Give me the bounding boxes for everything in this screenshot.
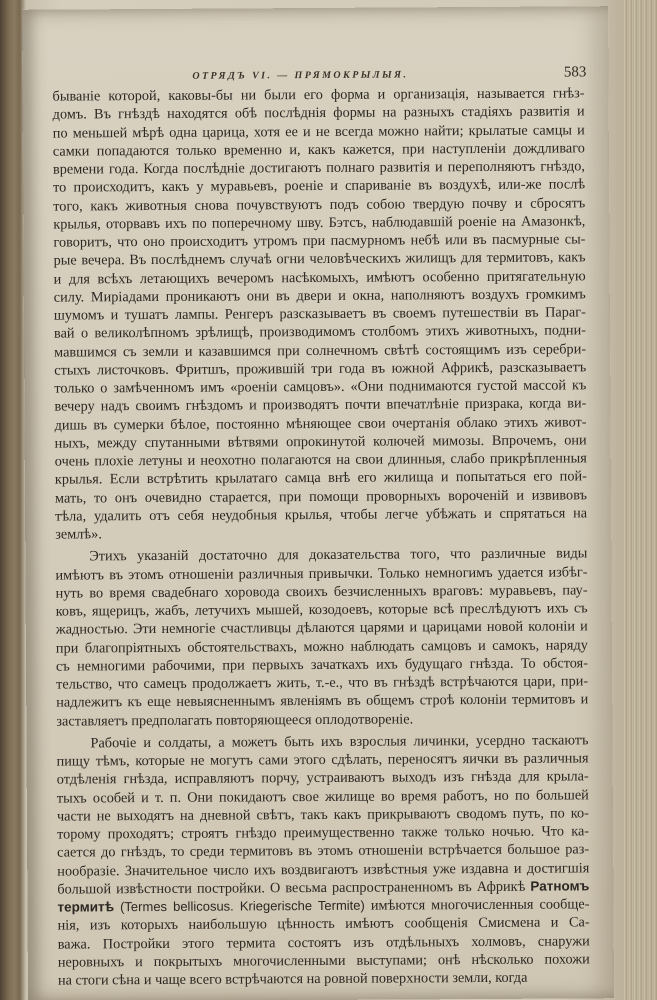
text-line: крылья, оторвавъ ихъ по поперечному шву. Бэтсъ, наблюдавшій роеніе на Амазонкѣ, — [53, 213, 586, 233]
text-line: части не выходятъ на дневной свѣтъ, такъ какъ прикрываютъ сводомъ путь, по ко- — [56, 805, 589, 825]
text-line: то происходитъ, какъ у муравьевъ, роеніе и спариваніе въ воздухѣ, или-же послѣ — [53, 176, 586, 196]
text-line: жадностью. Эти немногіе счастливцы дѣлаются царями и царицами новой колоніи и — [55, 618, 588, 638]
text-line: ковъ, ящерицъ, жабъ, летучихъ мышей, козодоевъ, которые всѣ преслѣдуютъ ихъ съ — [55, 600, 588, 620]
text-line: крылья. Если встрѣтить крылатаго самца внѣ его жилища и попытаться его пой- — [54, 468, 587, 488]
text-line: только о замѣченномъ имъ «роеніи самцовъ». «Они поднимаются густой массой къ — [54, 377, 587, 397]
text-line: термитѣ (Termes bellicosus. Kriegerische Termite) имѣются многочисленныя сообще- — [57, 896, 590, 915]
text-line: землѣ». — [55, 526, 102, 543]
text-line: того, какъ животныя снова почувствуютъ подъ собою твердую почву и сбросятъ — [53, 194, 586, 215]
text-line: говоритъ, что оно происходитъ утромъ при пасмурномъ небѣ или въ пасмурные сы- — [53, 231, 586, 251]
text-line: бываніе которой, каковы-бы ни были его форма и организація, называется гнѣз- — [52, 85, 585, 105]
text-line: мавшимся съ земли и казавшимся при солнечномъ свѣтѣ состоящимъ изъ серебри- — [54, 340, 587, 361]
text-line: вечеру надъ своимъ гнѣздомъ и производятъ почти впечатлѣніе призрака, когда ви- — [54, 395, 587, 415]
text-line: съ немногими рабочими, при первыхъ зачаткахъ ихъ будущаго гнѣзда. То обстоя- — [55, 655, 589, 675]
paragraph — [56, 731, 590, 990]
text-line: домъ. Въ гнѣздѣ находятся обѣ послѣднія формы на разныхъ стадіяхъ развитія и — [52, 103, 585, 123]
text-line: тѣла, удалить отъ себя неудобныя крылья, чтобы легче убѣжать и спрятаться на — [55, 505, 588, 525]
paragraph — [52, 84, 587, 543]
text-line: неровныхъ и покрытыхъ многочисленными выступами; онѣ нѣсколько похожи — [57, 951, 590, 971]
latin-species-name: (Termes bellicosus. Kriegerische Termite) — [120, 897, 365, 915]
text-line: ныхъ, между спутанными вѣтвями опрокинутой колючей мимозы. Впрочемъ, они — [54, 432, 587, 452]
book-page — [22, 6, 614, 1000]
text-line: мать, то онъ очевидно старается, при помощи проворныхъ вороченій и извивовъ — [54, 486, 588, 507]
running-head: ОТРЯДЪ VI. — ПРЯМОКРЫЛЫЯ. — [192, 69, 409, 82]
text-line: надлежитъ къ еще невыясненнымъ явленіямъ въ общемъ строѣ колоніи термитовъ и — [56, 691, 589, 711]
text-line: заставляетъ предполагать повторяющееся оплодотвореніе. — [56, 710, 414, 730]
text-line: нообразіе. Значительное число ихъ воздвигаютъ извѣстныя уже издавна и достигшія — [57, 859, 590, 880]
text-line: времени года. Когда послѣдніе достигаютъ полнаго развитія и переполняютъ гнѣздо, — [52, 158, 586, 178]
text-line: и для всѣхъ летающихъ вечеромъ насѣкомыхъ, имѣютъ особенно притягательную — [53, 267, 586, 288]
text-line: отдѣленія гнѣзда, исправляютъ порчу, устраиваютъ выходъ изъ гнѣзда для крыла- — [56, 768, 589, 788]
text-line: нія, изъ которыхъ наибольшую цѣнность имѣютъ сообщенія Смисмена и Са- — [57, 914, 590, 934]
text-line: Этихъ указаній достаточно для доказательства того, что различные виды — [89, 545, 588, 565]
text-line: по меньшей мѣрѣ одна царица, хотя ее и не всегда можно найти; крылатые самцы и — [52, 121, 585, 142]
text-line: нуть во время свадебнаго хоровода своихъ безчисленныхъ враговъ: муравьевъ, пау- — [55, 582, 588, 602]
text-line: торому проходятъ; строятъ гнѣздо преимущественно также только ночью. Что ка- — [56, 823, 590, 843]
paragraph — [55, 545, 588, 731]
text-line: рые вечера. Въ послѣднемъ случаѣ огни человѣческихъ жилищъ для термитовъ, какъ — [53, 249, 586, 269]
text-line: при благопріятныхъ обстоятельствахъ, можно наблюдать самцовъ и самокъ, наряду — [55, 636, 588, 657]
body-text — [52, 84, 590, 989]
text-line: очень плохіе летуны и неохотно полагаются на свои длинныя, слабо прикрѣпленныя — [54, 450, 587, 470]
text-line: сается до гнѣздъ, то среди термитовъ въ этомъ отношеніи встрѣчается большое раз- — [57, 841, 590, 861]
text-line: вай о великолѣпномъ зрѣлищѣ, производимомъ столбомъ этихъ животныхъ, подни- — [53, 322, 587, 342]
text-line: силу. Миріадами проникаютъ они въ двери и окна, наполняютъ воздухъ громкимъ — [53, 286, 586, 306]
text-line: важа. Постройки этого термита состоятъ изъ отдѣльныхъ холмовъ, снаружи — [57, 932, 590, 953]
page-number: 583 — [563, 64, 587, 81]
bold-species-name: Ратномъ — [530, 878, 590, 894]
text-line: шумомъ и тушатъ лампы. Ренгеръ разсказываетъ въ своемъ путешествіи въ Параг- — [53, 304, 586, 324]
text-line: тыхъ особей и т. п. Они покидаютъ свое жилище во время работъ, но по большей — [56, 786, 589, 807]
bold-species-name: термитѣ — [57, 899, 115, 915]
text-line: большой извѣстности постройки. О весьма распространенномъ въ Африкѣ Ратномъ — [57, 878, 590, 898]
text-line: тельство, что самецъ продолжаетъ жить, т.-е., что въ гнѣздѣ встрѣчаются цари, при- — [56, 673, 589, 693]
text-line: пищу тѣмъ, которые не могутъ сами этого сдѣлать, переносятъ яички въ различныя — [56, 750, 589, 770]
page-stack-edge — [623, 0, 657, 1000]
text-line: дишь въ сумерки бѣлое, постоянно мѣняющее свои очертанія облако этихъ живот- — [54, 413, 587, 434]
text-line: на стоги сѣна и чаще всего встрѣчаются на ровной поверхности земли, когда — [57, 969, 528, 989]
text-line: имѣютъ въ этомъ отношеніи различныя привычки. Только немногимъ удается избѣг- — [55, 563, 588, 584]
text-line: Рабочіе и солдаты, а можетъ быть ихъ взрослыя личинки, усердно таскаютъ — [90, 732, 589, 752]
text-line: стыхъ листочковъ. Фритшъ, прожившій три года въ южной Африкѣ, разсказываетъ — [54, 359, 587, 379]
text-line: самки попадаются только временно и, какъ кажется, при наступленіи дождливаго — [52, 140, 585, 160]
